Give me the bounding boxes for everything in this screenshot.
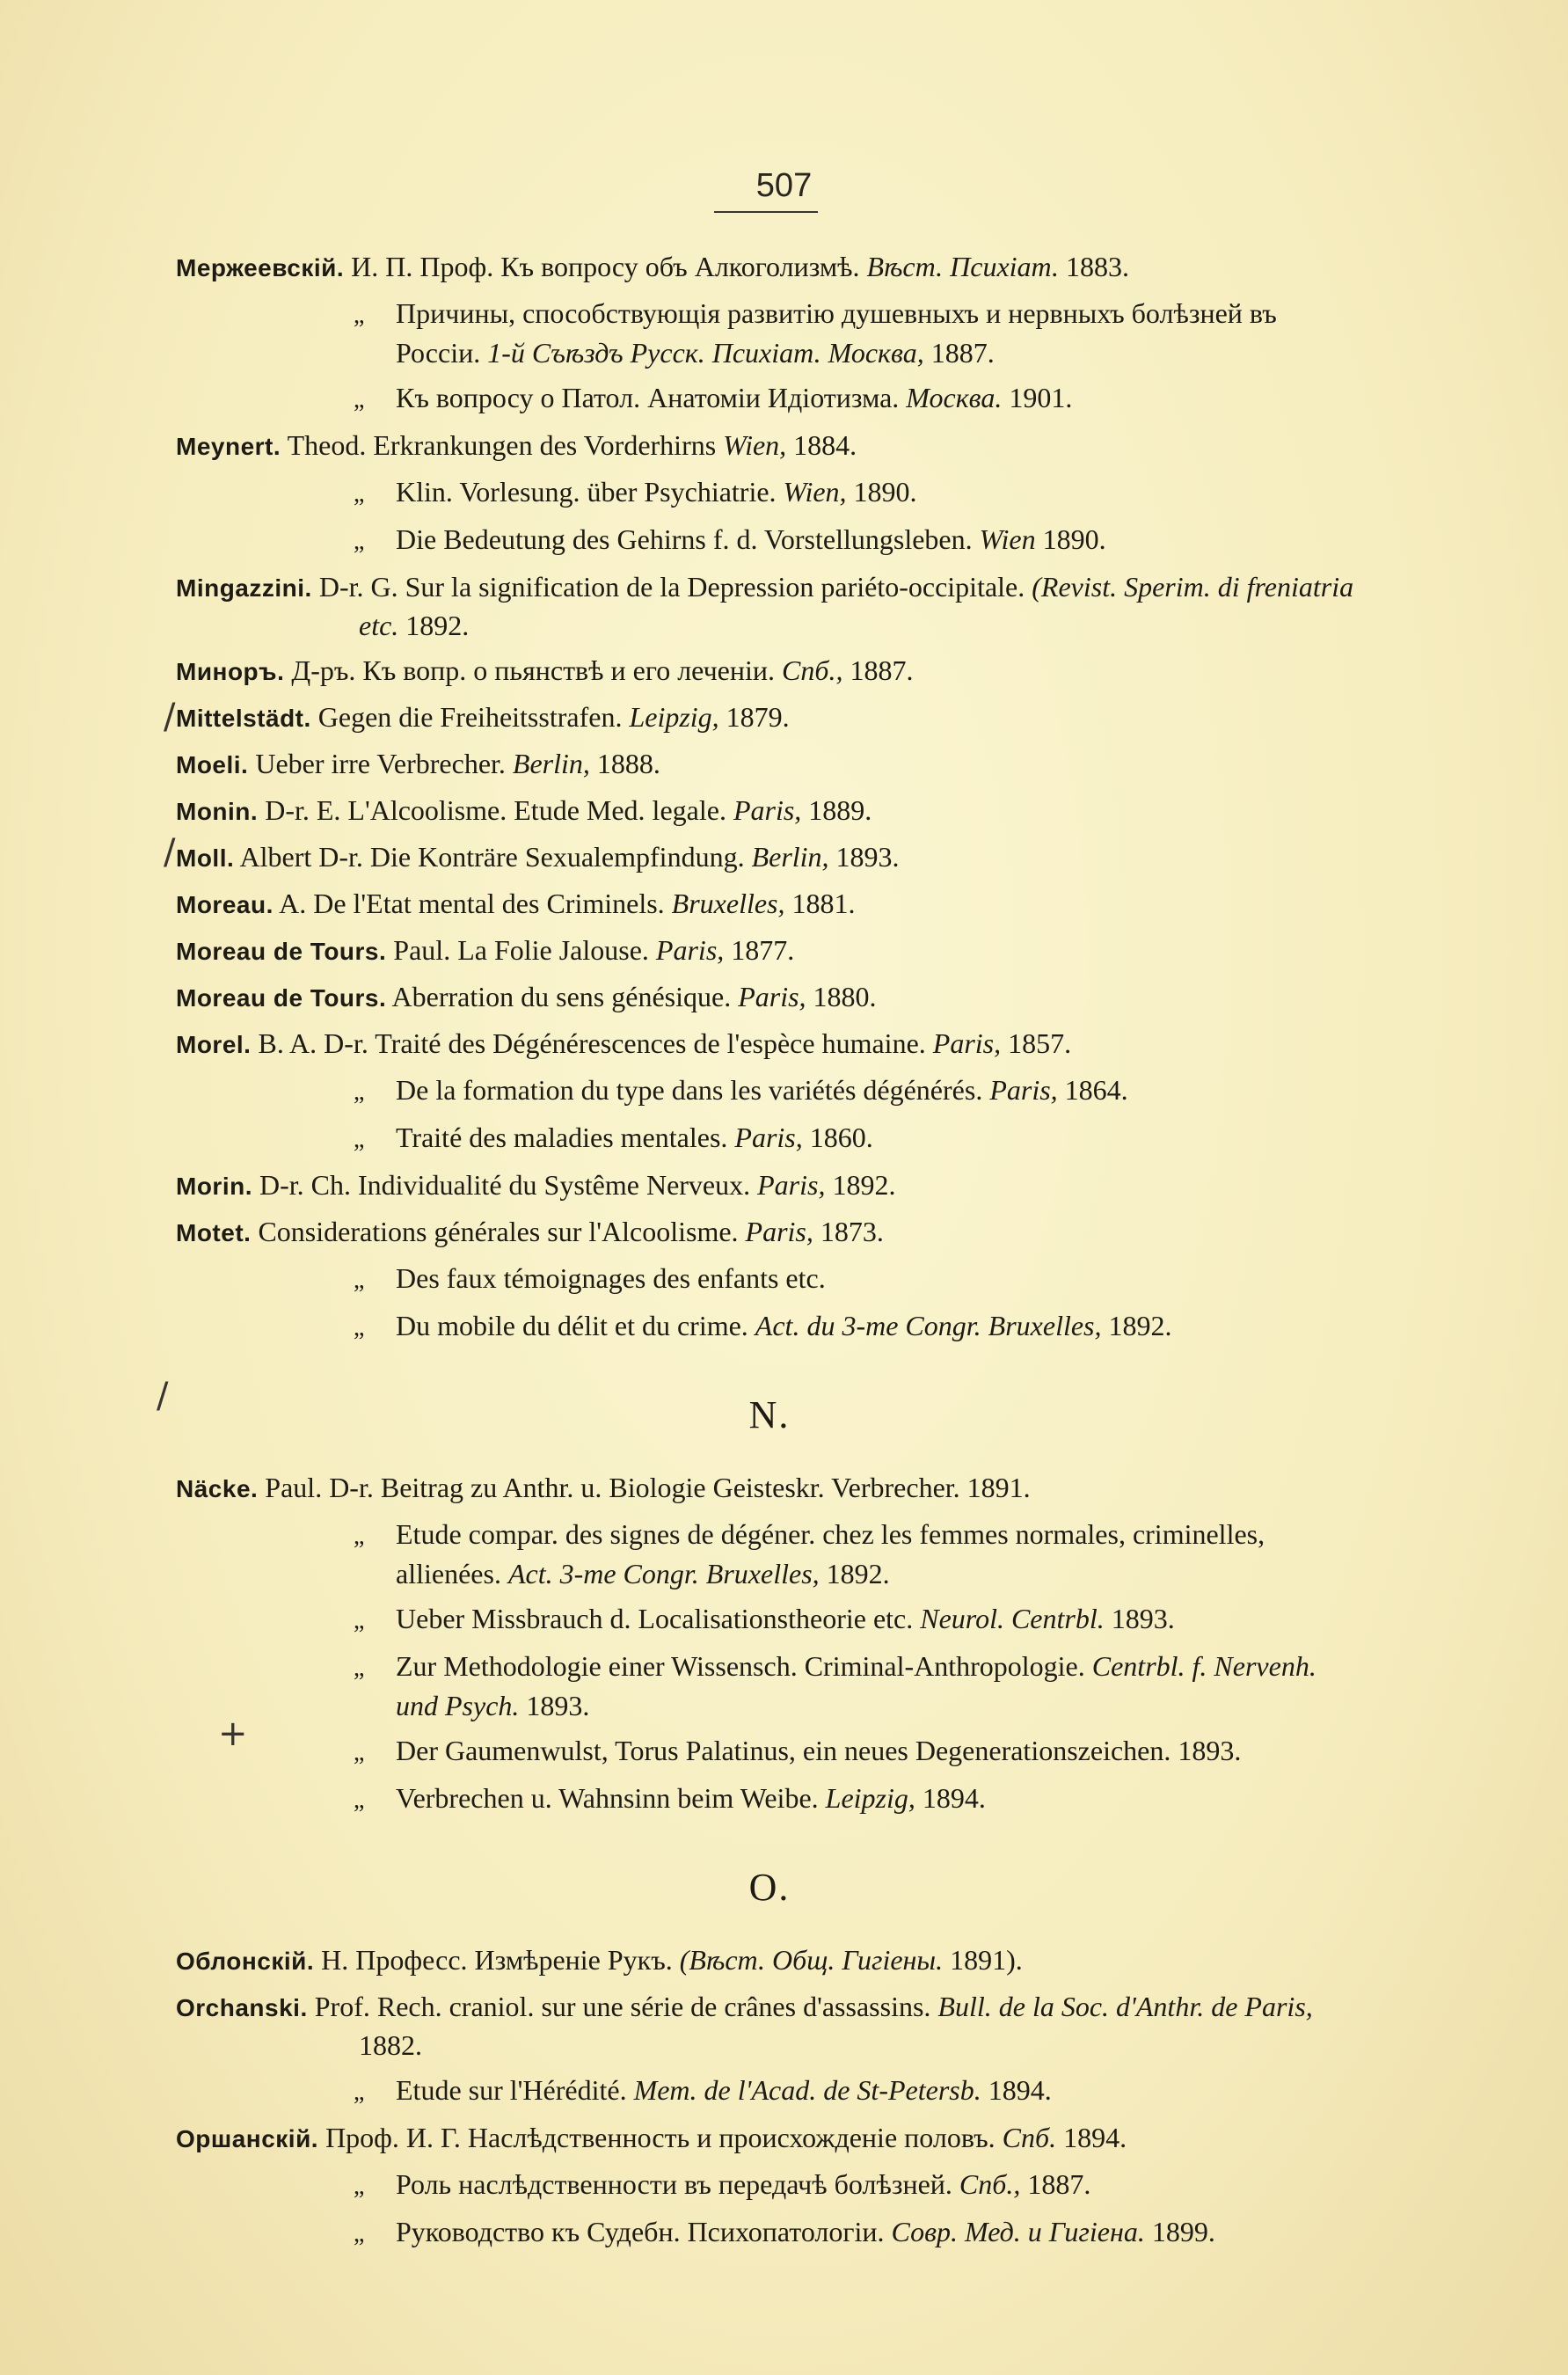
- bibliography-subentry: [176, 1732, 1363, 1772]
- entry-text: Des faux témoignages des enfants etc.: [396, 1262, 826, 1294]
- entry-text: Considerations générales sur l'Alcoolisme.: [258, 1216, 746, 1247]
- entry-text: И. П. Проф. Къ вопросу объ Алкоголизмѣ.: [351, 251, 867, 282]
- entry-text: Verbrechen u. Wahnsinn beim Weibe.: [396, 1782, 826, 1814]
- bibliography-subentry: [176, 2213, 1363, 2253]
- entry-text: Aberration du sens génésique.: [391, 981, 739, 1012]
- bibliography-subentry: [176, 1600, 1363, 1640]
- bibliography-subentry: [176, 1307, 1363, 1347]
- ditto-mark: „: [354, 2220, 365, 2247]
- entry-author: Облонскій.: [176, 1948, 315, 1975]
- entry-text: Paul. D-r. Beitrag zu Anthr. u. Biologie Geisteskr. Verbrecher. 1891.: [265, 1472, 1031, 1503]
- entry-source: Mem. de l'Acad. de St-Petersb.: [633, 2074, 981, 2106]
- section-o-list: [176, 1941, 1363, 2253]
- entry-text: Д-ръ. Къ вопр. о пьянствѣ и его леченіи.: [291, 654, 782, 686]
- ditto-mark: „: [354, 1787, 365, 1814]
- entry-source: (Revist. Sperim. di freniatria etc.: [359, 571, 1354, 641]
- entry-year: 1892.: [825, 1169, 896, 1201]
- entry-year: 1892.: [819, 1558, 890, 1589]
- entry-text: Albert D-r. Die Konträre Sexualempfindung.: [239, 841, 752, 873]
- entry-author: Moreau de Tours.: [176, 984, 387, 1012]
- entry-year: 1873.: [813, 1216, 884, 1247]
- bibliography-entry: [176, 745, 1363, 784]
- section-m-list: [176, 248, 1363, 1347]
- entry-text: D-r. Ch. Individualité du Systême Nerveux.: [259, 1169, 758, 1201]
- bibliography-entry: [176, 568, 1363, 644]
- ditto-mark: „: [354, 1655, 365, 1682]
- entry-text: D-r. E. L'Alcoolisme. Etude Med. legale.: [265, 794, 733, 826]
- bibliography-entry: [176, 248, 1363, 287]
- entry-author: Monin.: [176, 798, 259, 825]
- entry-author: Moreau.: [176, 891, 273, 918]
- entry-year: 1893.: [519, 1690, 590, 1721]
- entry-text: Traité des maladies mentales.: [396, 1122, 735, 1153]
- entry-year: 1887.: [842, 654, 914, 686]
- entry-text: Роль наслѣдственности въ передачѣ болѣзней.: [396, 2168, 959, 2200]
- entry-source: Вѣст. Психіат.: [866, 251, 1060, 282]
- bibliography-subentry: [176, 295, 1363, 371]
- ditto-mark: „: [354, 1523, 365, 1550]
- ditto-mark: „: [354, 2079, 365, 2106]
- entry-source: Neurol. Centrbl.: [920, 1603, 1105, 1634]
- entry-source: Paris,: [734, 1122, 803, 1153]
- handwritten-bracket-mark: /: [157, 1376, 169, 1416]
- ditto-mark: „: [354, 1126, 365, 1153]
- entry-text: Zur Methodologie einer Wissensch. Criminal-Anthropologie.: [396, 1650, 1092, 1682]
- entry-source: Wien: [979, 523, 1036, 555]
- entry-source: Москва.: [906, 382, 1003, 413]
- entry-source: Paris,: [733, 794, 802, 826]
- entry-year: 1879.: [718, 701, 790, 733]
- bibliography-entry: [176, 698, 1363, 737]
- entry-source: Wien,: [783, 476, 847, 508]
- entry-year: 1883.: [1059, 251, 1130, 282]
- bibliography-entry: [176, 932, 1363, 970]
- entry-year: 1901.: [1002, 382, 1073, 413]
- entry-text: Theod. Erkrankungen des Vorderhirns: [287, 429, 724, 461]
- entry-year: 1892.: [398, 610, 470, 641]
- bibliography-entry: [176, 2119, 1363, 2158]
- handwritten-slash-mark: /: [164, 697, 176, 737]
- bibliography-subentry: [176, 1071, 1363, 1111]
- entry-text: De la formation du type dans les variétés dégénérés.: [396, 1074, 990, 1106]
- entry-source: Paris,: [655, 934, 725, 966]
- entry-text: Etude compar. des signes de dégéner. chez les femmes normales, criminelles, allienées.: [396, 1518, 1265, 1589]
- bibliography-subentry: [176, 1779, 1363, 1819]
- bibliography-subentry: [176, 1648, 1363, 1724]
- ditto-mark: „: [354, 1314, 365, 1341]
- entry-year: 1894.: [1056, 2122, 1127, 2153]
- bibliography-subentry: [176, 2072, 1363, 2111]
- bibliography-entry: [176, 885, 1363, 924]
- entry-year: 1887.: [923, 337, 995, 369]
- entry-author: Moll.: [176, 844, 235, 872]
- bibliography-subentry: [176, 379, 1363, 419]
- entry-year: 1899.: [1144, 2216, 1215, 2247]
- entry-author: Motet.: [176, 1219, 252, 1246]
- entry-year: 1890.: [846, 476, 917, 508]
- entry-year: 1881.: [784, 888, 856, 919]
- section-heading-o: O.: [748, 1866, 791, 1909]
- entry-text: Klin. Vorlesung. über Psychiatrie.: [396, 476, 784, 508]
- ditto-mark: „: [354, 386, 365, 413]
- entry-source: Act. du 3-me Congr. Bruxelles,: [755, 1310, 1102, 1341]
- entry-source: Centrbl. f. Nervenh. und Psych.: [396, 1650, 1316, 1721]
- entry-text: Проф. И. Г. Наслѣдственность и происхожденіе половъ.: [325, 2122, 1003, 2153]
- entry-source: Leipzig,: [825, 1782, 915, 1814]
- entry-year: 1888.: [589, 748, 660, 779]
- bibliography-entry: [176, 1166, 1363, 1205]
- bibliography-entry: [176, 1988, 1363, 2064]
- entry-source: Bruxelles,: [671, 888, 785, 919]
- entry-source: Спб.: [1002, 2122, 1057, 2153]
- entry-year: 1857.: [1001, 1027, 1072, 1059]
- page-number-rule: [714, 211, 818, 213]
- entry-source: Wien,: [723, 429, 787, 461]
- entry-source: Paris,: [989, 1074, 1058, 1106]
- entry-year: 1880.: [806, 981, 877, 1012]
- entry-source: Paris,: [932, 1027, 1002, 1059]
- entry-author: Orchanski.: [176, 1994, 308, 2021]
- entry-year: 1877.: [724, 934, 795, 966]
- entry-author: Meynert.: [176, 433, 281, 460]
- entry-year: 1892.: [1101, 1310, 1172, 1341]
- bibliography: [176, 248, 1363, 2261]
- entry-text: Etude sur l'Hérédité.: [396, 2074, 634, 2106]
- entry-source: Paris,: [745, 1216, 813, 1247]
- entry-year: 1889.: [801, 794, 872, 826]
- entry-text: Prof. Rech. craniol. sur une série de crânes d'assassins.: [314, 1991, 938, 2022]
- bibliography-subentry: [176, 1119, 1363, 1158]
- entry-year: 1860.: [802, 1122, 873, 1153]
- bibliography-entry: [176, 838, 1363, 877]
- ditto-mark: „: [354, 302, 365, 329]
- entry-text: D-r. G. Sur la signification de la Depression pariéto-occipitale.: [318, 571, 1032, 603]
- entry-text: Du mobile du délit et du crime.: [396, 1310, 755, 1341]
- ditto-mark: „: [354, 480, 365, 508]
- handwritten-slash-mark: /: [164, 832, 176, 873]
- bibliography-entry: [176, 1025, 1363, 1063]
- page-number: 507: [755, 167, 813, 204]
- entry-text: Der Gaumenwulst, Torus Palatinus, ein neues Degenerationszeichen. 1893.: [396, 1735, 1242, 1766]
- entry-text: A. De l'Etat mental des Criminels.: [279, 888, 672, 919]
- entry-author: Moeli.: [176, 751, 249, 778]
- entry-text: Paul. La Folie Jalouse.: [393, 934, 656, 966]
- bibliography-subentry: [176, 473, 1363, 513]
- entry-author: Morel.: [176, 1031, 252, 1058]
- entry-text: Н. Професс. Измѣреніе Рукъ.: [321, 1944, 680, 1976]
- ditto-mark: „: [354, 528, 365, 555]
- section-n-list: [176, 1469, 1363, 1819]
- entry-year: 1890.: [1035, 523, 1106, 555]
- entry-year: 1893.: [828, 841, 900, 873]
- entry-source: Paris,: [757, 1169, 826, 1201]
- entry-author: Mittelstädt.: [176, 705, 311, 732]
- entry-author: Moreau de Tours.: [176, 938, 387, 965]
- ditto-mark: „: [354, 1607, 365, 1634]
- entry-source: Berlin,: [512, 748, 590, 779]
- entry-author: Näcke.: [176, 1475, 259, 1502]
- ditto-mark: „: [354, 1739, 365, 1766]
- entry-source: 1-й Съѣздъ Русск. Психіат. Москва,: [487, 337, 924, 369]
- ditto-mark: „: [354, 2173, 365, 2200]
- bibliography-entry: [176, 1941, 1363, 1980]
- entry-source: Berlin,: [751, 841, 829, 873]
- entry-author: Мержеевскій.: [176, 254, 345, 281]
- ditto-mark: „: [354, 1078, 365, 1106]
- entry-source: Bull. de la Soc. d'Anthr. de Paris,: [937, 1991, 1313, 2022]
- entry-year: 1864.: [1057, 1074, 1128, 1106]
- entry-year: 1894.: [915, 1782, 986, 1814]
- bibliography-entry: [176, 1213, 1363, 1252]
- bibliography-subentry: [176, 1516, 1363, 1592]
- handwritten-tick-mark: +: [218, 1714, 248, 1754]
- entry-source: Спб.,: [782, 654, 843, 686]
- entry-author: Morin.: [176, 1173, 252, 1200]
- entry-source: (Вѣст. Общ. Гигіены.: [679, 1944, 944, 1976]
- entry-source: Совр. Мед. и Гигіена.: [891, 2216, 1145, 2247]
- entry-year: 1894.: [981, 2074, 1052, 2106]
- bibliography-entry: [176, 427, 1363, 465]
- bibliography-subentry: [176, 2166, 1363, 2205]
- entry-text: Руководство къ Судебн. Психопатологіи.: [396, 2216, 892, 2247]
- entry-source: Спб.,: [959, 2168, 1021, 2200]
- entry-text: Ueber irre Verbrecher.: [255, 748, 513, 779]
- entry-year: 1882.: [359, 2029, 422, 2061]
- entry-text: Ueber Missbrauch d. Localisationstheorie etc.: [396, 1603, 921, 1634]
- bibliography-subentry: [176, 1260, 1363, 1299]
- entry-text: Die Bedeutung des Gehirns f. d. Vorstellungsleben.: [396, 523, 980, 555]
- entry-source: Paris,: [738, 981, 806, 1012]
- entry-year: 1884.: [786, 429, 857, 461]
- entry-year: 1893.: [1104, 1603, 1175, 1634]
- entry-text: B. A. D-r. Traité des Dégénérescences de l'espèce humaine.: [258, 1027, 933, 1059]
- entry-year: 1891).: [943, 1944, 1023, 1976]
- entry-author: Оршанскій.: [176, 2125, 319, 2152]
- bibliography-entry: [176, 978, 1363, 1017]
- ditto-mark: „: [354, 1267, 365, 1294]
- bibliography-subentry: [176, 521, 1363, 560]
- bibliography-entry: [176, 652, 1363, 691]
- entry-text: Причины, способствующія развитію душевныхъ и нервныхъ болѣзней въ Россіи.: [396, 297, 1277, 369]
- entry-source: Act. 3-me Congr. Bruxelles,: [507, 1558, 820, 1589]
- entry-source: Leipzig,: [629, 701, 719, 733]
- section-heading-n: N.: [748, 1393, 791, 1436]
- bibliography-entry: [176, 1469, 1363, 1508]
- entry-author: Mingazzini.: [176, 574, 312, 602]
- entry-text: Gegen die Freiheitsstrafen.: [317, 701, 630, 733]
- bibliography-entry: [176, 792, 1363, 830]
- entry-author: Миноръ.: [176, 658, 285, 685]
- entry-year: 1887.: [1020, 2168, 1091, 2200]
- entry-text: Къ вопросу о Патол. Анатоміи Идіотизма.: [396, 382, 907, 413]
